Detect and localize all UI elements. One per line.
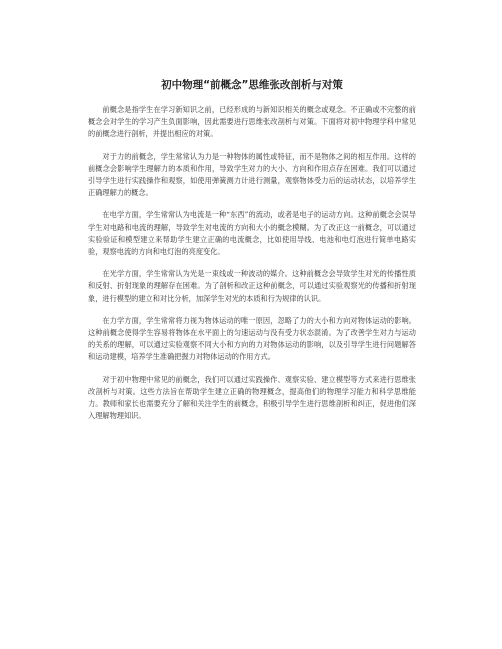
paragraph-force: 对于力的前概念，学生常常认为力是一种物体的属性或特征，而不是物体之间的相互作用。这样的前概念会影响学生理解力的本质和作用，导致学生对力的大小、方向和作用点存在困难。我们可以通过引导学生进行实践操作和观察，如使用弹簧测力计进行测量，观察物体受力后的运动状态，以培养学生正确理解力的概念。 — [88, 151, 416, 198]
document-title: 初中物理“前概念”思维张改剖析与对策 — [161, 79, 343, 91]
paragraph-conclusion: 对于初中物理中常见的前概念，我们可以通过实践操作、观察实验、建立模型等方式来进行思维张改剖析与对策。这些方法旨在帮助学生建立正确的物理概念，提高他们的物理学习能力和科学思维能力。教师和家长也需要充分了解和关注学生的前概念，积极引导学生进行思维剖析和纠正，促进他们深入理解物理知识。 — [88, 374, 416, 421]
paragraph-optics: 在光学方面，学生常常认为光是一束线或一种波动的媒介。这种前概念会导致学生对光的传播性质和反射、折射现象的理解存在困难。为了剖析和改正这种前概念，可以通过实验观察光的传播和折射现象，进行模型的建立和对比分析，加深学生对光的本质和行为规律的认识。 — [88, 269, 416, 303]
paragraph-mechanics: 在力学方面，学生常常将力视为物体运动的唯一原因，忽略了力的大小和方向对物体运动的影响。这种前概念使得学生容易将物体在水平面上的匀速运动与没有受力状态混淆。为了改善学生对力与运动的关系的理解，可以通过实验观察不同大小和方向的力对物体运动的影响，以及引导学生进行问题解答和运动建模，培养学生准确把握力对物体运动的作用方式。 — [88, 315, 416, 362]
paragraph-electricity: 在电学方面，学生常常认为电流是一种“东西”的流动，或者是电子的运动方向。这种前概念会误导学生对电路和电流的理解，导致学生对电流的方向和大小的概念模糊。为了改正这一前概念，可以通过实验验证和模型建立来帮助学生建立正确的电流概念，比如使用导线、电池和电灯泡进行简单电路实验，观察电流的方向和电灯泡的亮度变化。 — [88, 210, 416, 257]
paragraph-intro: 前概念是指学生在学习新知识之前，已经形成的与新知识相关的概念或观念。不正确或不完整的前概念会对学生的学习产生负面影响，因此需要进行思维张改剖析与对策。下面将对初中物理学科中常见的前概念进行剖析，并提出相应的对策。 — [88, 105, 416, 139]
